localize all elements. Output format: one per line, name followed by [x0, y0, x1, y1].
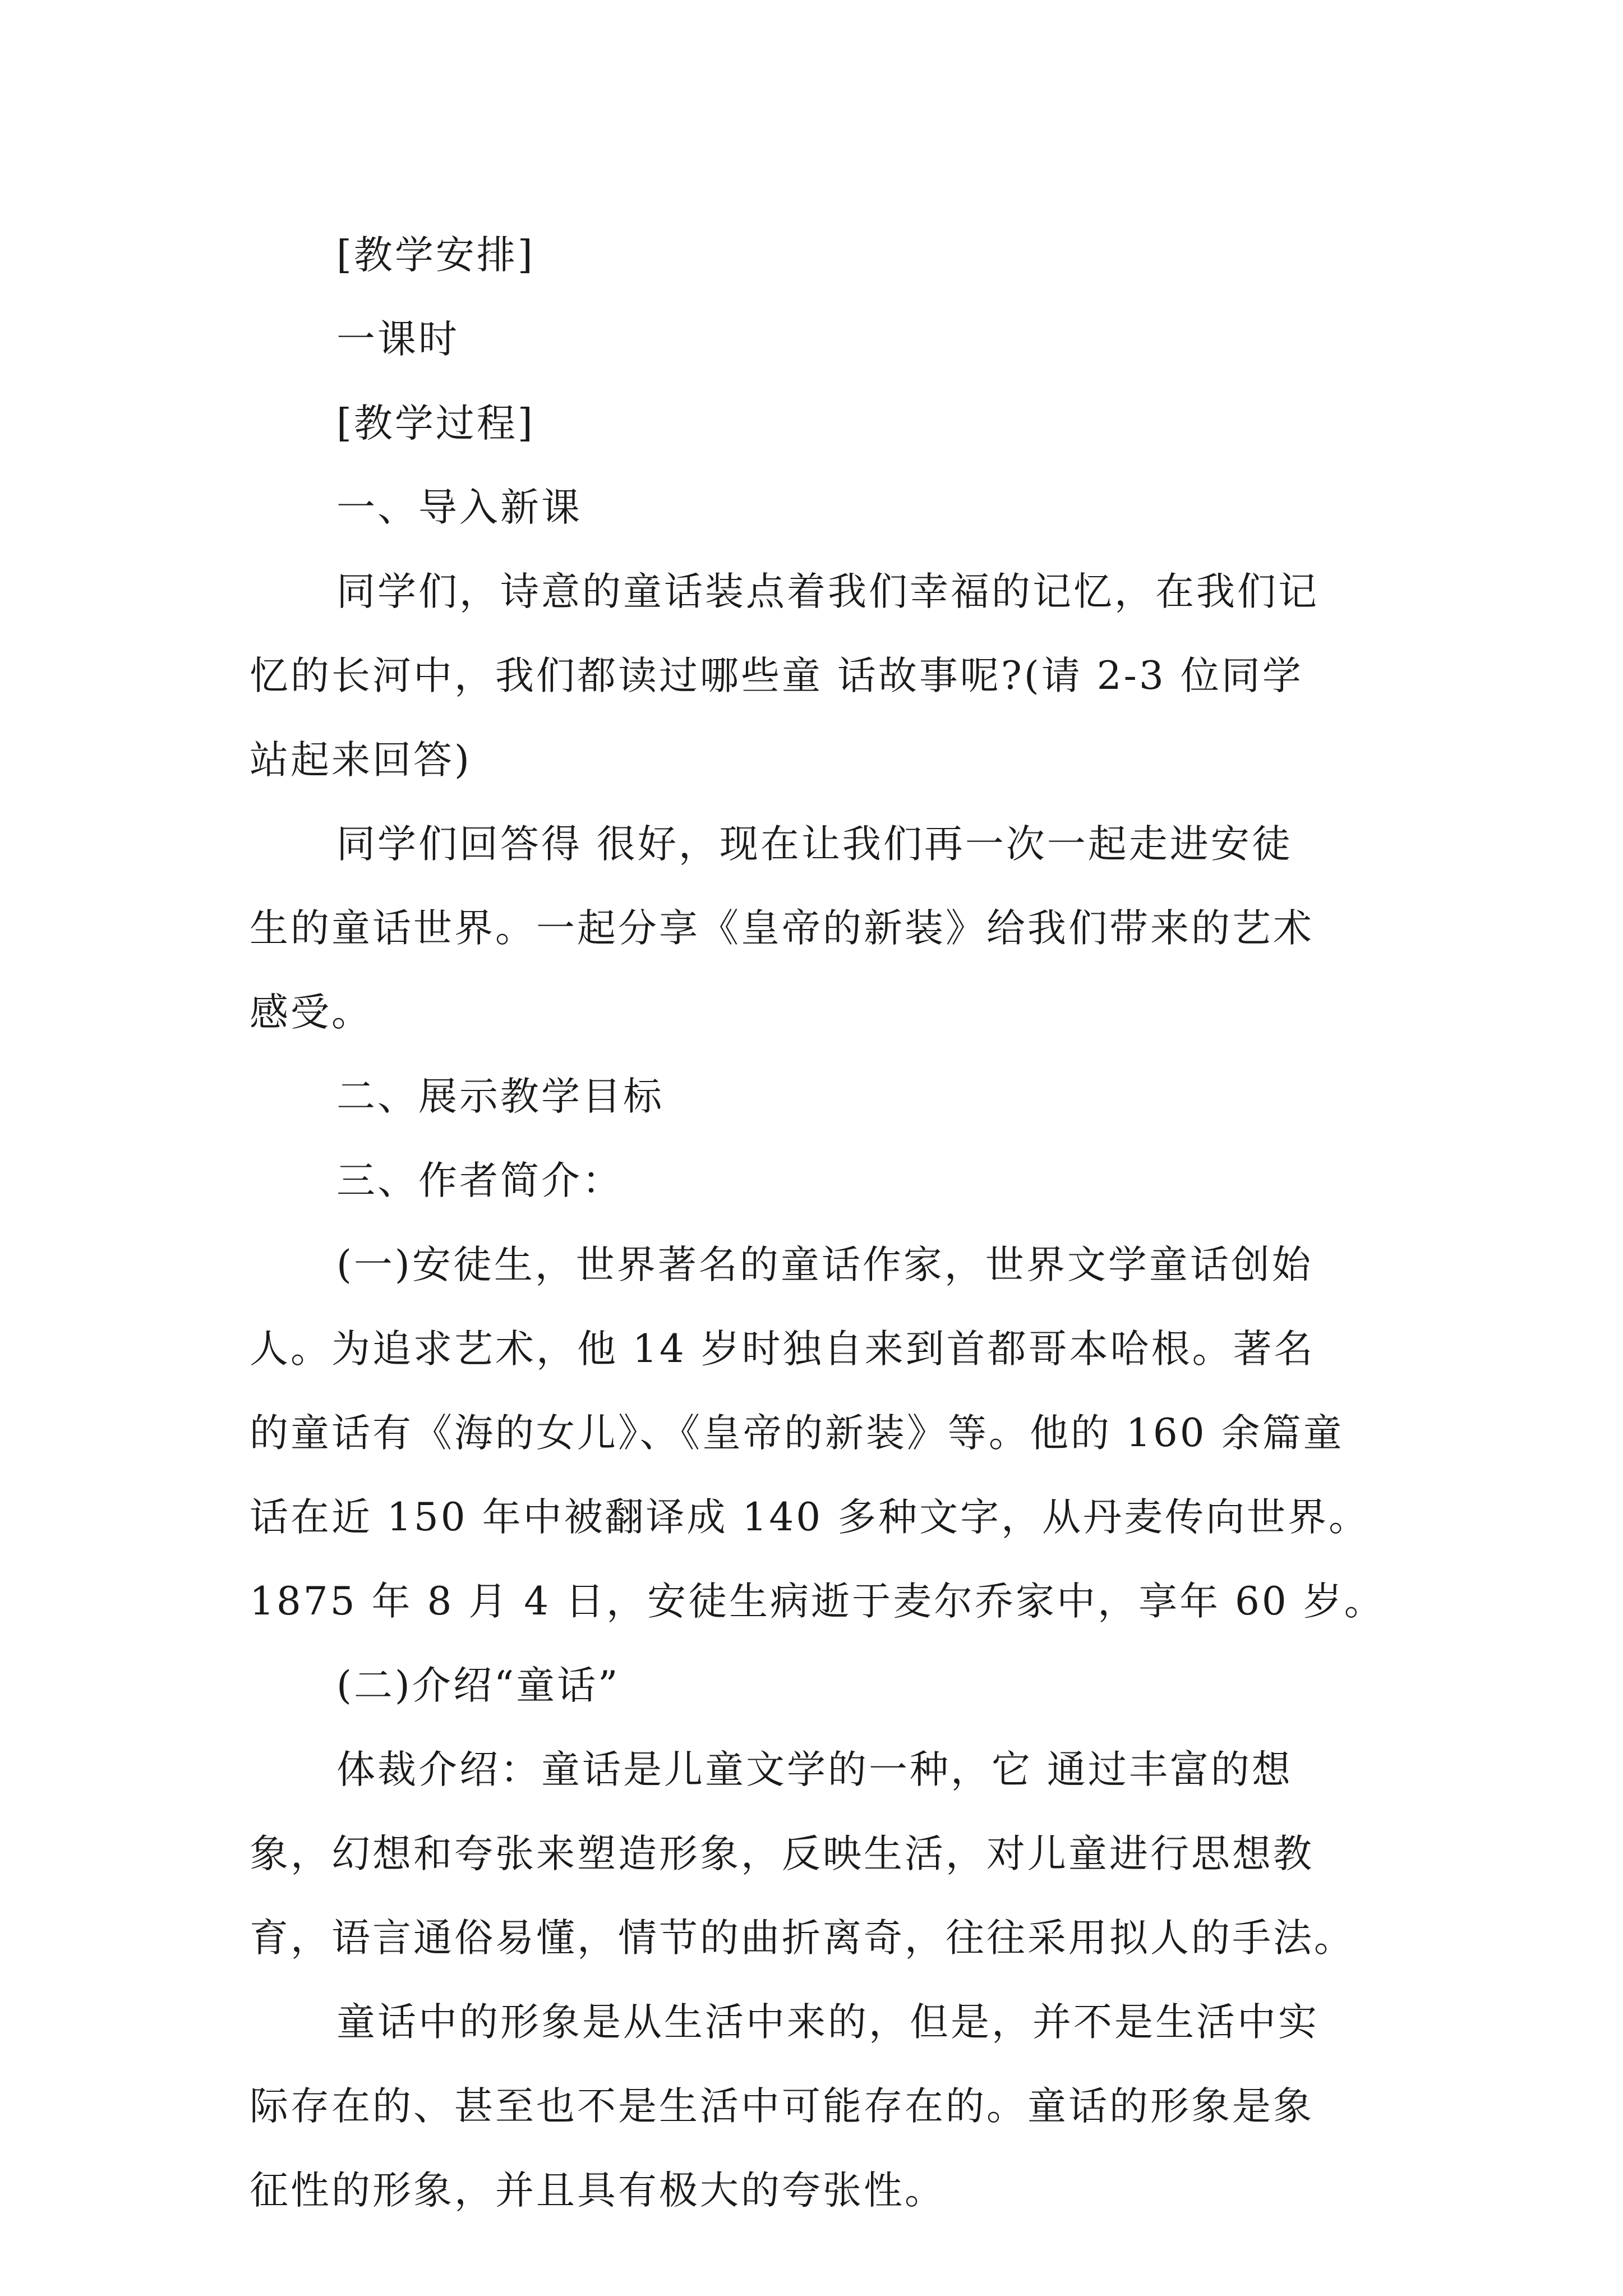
text-line: 话在近 150 年中被翻译成 140 多种文字，从丹麦传向世界。: [250, 1495, 1370, 1540]
text-line: 生的童话世界。一起分享《皇帝的新装》给我们带来的艺术: [250, 906, 1314, 951]
text-line: 站起来回答): [250, 738, 472, 783]
text-line: 同学们，诗意的童话装点着我们幸福的记忆，在我们记: [336, 569, 1319, 614]
text-line: 人。为追求艺术，他 14 岁时独自来到首都哥本哈根。著名: [250, 1327, 1315, 1372]
text-line: 的童话有《海的女儿》、《皇帝的新装》等。他的 160 余篇童: [250, 1411, 1344, 1456]
document-body: [250, 213, 1385, 2233]
text-line: 忆的长河中，我们都读过哪些童 话故事呢?(请 2-3 位同学: [250, 654, 1303, 698]
section-heading-arrangement: [教学安排]: [336, 233, 535, 278]
text-line: 际存在的、甚至也不是生活中可能存在的。童话的形象是象: [250, 2084, 1314, 2129]
text-line: 征性的形象，并且具有极大的夸张性。: [250, 2168, 946, 2213]
text-line: 童话中的形象是从生活中来的，但是，并不是生活中实: [336, 2000, 1319, 2045]
text-line: 同学们回答得 很好，现在让我们再一次一起走进安徒: [336, 822, 1293, 867]
section-heading-intro: 一、导入新课: [336, 485, 582, 530]
section-heading-author: 三、作者简介：: [336, 1158, 623, 1203]
text-line: 感受。: [250, 990, 372, 1035]
text-line: 体裁介绍：童话是儿童文学的一种，它 通过丰富的想: [336, 1747, 1293, 1792]
text-line: 1875 年 8 月 4 日，安徒生病逝于麦尔乔家中，享年 60 岁。: [250, 1579, 1385, 1624]
text-line: 育，语言通俗易懂，情节的曲折离奇，往往采用拟人的手法。: [250, 1916, 1355, 1961]
text-line: 象，幻想和夸张来塑造形象，反映生活，对儿童进行思想教: [250, 1832, 1314, 1876]
section-heading-process: [教学过程]: [336, 401, 535, 446]
text-line: (一)安徒生，世界著名的童话作家，世界文学童话创始: [336, 1243, 1313, 1287]
text-line: 一课时: [336, 317, 459, 362]
section-heading-fairytale: (二)介绍“童话”: [336, 1663, 620, 1708]
section-heading-goals: 二、展示教学目标: [336, 1074, 664, 1119]
